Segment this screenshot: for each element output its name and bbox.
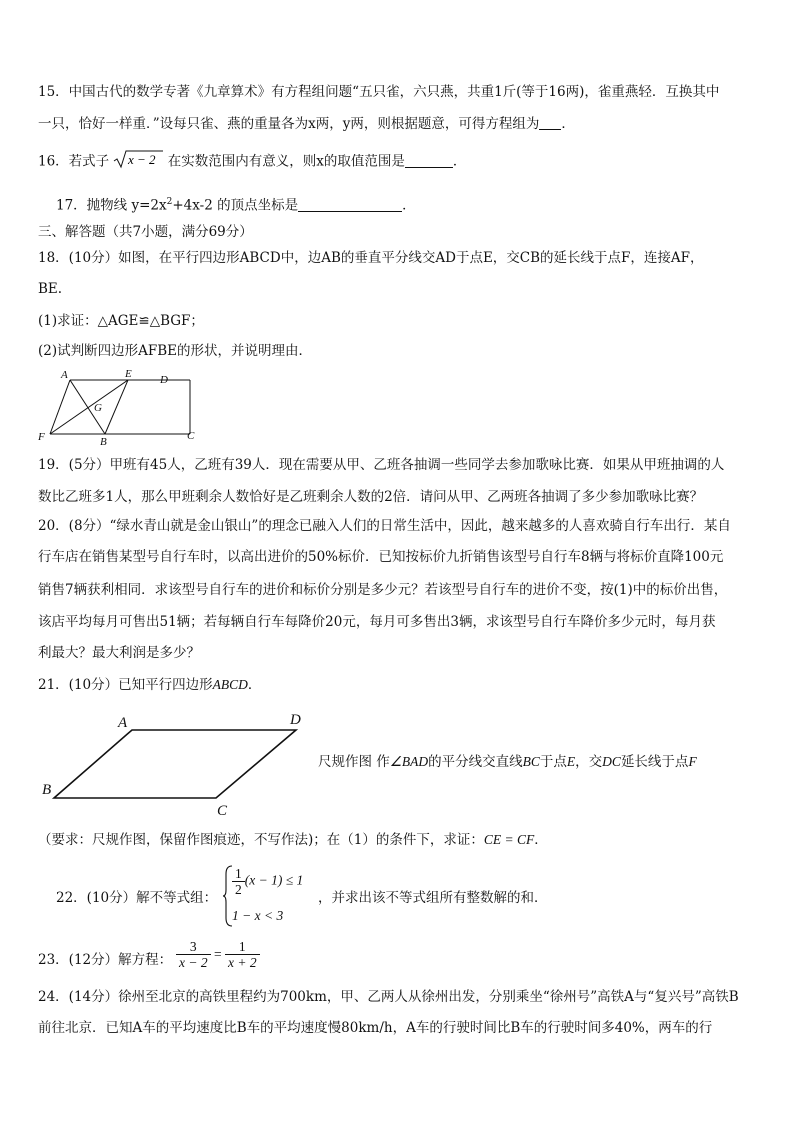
q21-e: E (566, 754, 576, 769)
inequality-2: 1 − x < 3 (232, 908, 284, 923)
q21-line1 (38, 675, 261, 695)
label-A: A (118, 715, 128, 731)
q21-bc: BC (522, 754, 540, 769)
lhs-num: 3 (176, 939, 211, 955)
label-F: F (38, 431, 45, 443)
q21-end: ． (247, 677, 262, 693)
q19-line2: 数比乙班多1人，那么甲班剩余人数恰好是乙班剩余人数的2倍．请问从甲、乙两班各抽调了多少参加歌咏比赛？ (38, 489, 704, 505)
rhs-fraction (225, 939, 260, 970)
lhs-den: x − 2 (179, 955, 208, 970)
q18-line2: BE. (38, 281, 63, 297)
label-B: B (100, 436, 107, 448)
sqrt-icon (113, 149, 163, 169)
label-A: A (61, 369, 68, 381)
label-E: E (125, 368, 132, 380)
q21-text-c: 于点 (539, 754, 567, 770)
q19-line1: 19．(5分）甲班有45人，乙班有39人．现在需要从甲、乙班各抽调一些同学去参加歌咏比赛．如果从甲班抽调的人 (38, 457, 725, 473)
answer-blank (298, 197, 402, 212)
ineq1-rest: (x − 1) ≤ 1 (244, 872, 304, 888)
q21-text-b: 的平分线交直线 (428, 754, 523, 770)
q16 (38, 149, 466, 175)
label-G: G (94, 402, 102, 414)
frac-den: 2 (235, 882, 242, 897)
inequality-1 (232, 866, 303, 897)
q18-part2: (2)试判断四边形AFBE的形状，并说明理由． (38, 343, 313, 359)
q21-prefix: 21．(10分）已知平行四边形 (38, 677, 213, 693)
q22-suffix: ，并求出该不等式组所有整数解的和． (318, 890, 548, 906)
q21-figure (38, 708, 308, 820)
half-fraction (232, 866, 245, 897)
label-D: D (160, 374, 168, 386)
q21-req-text: （要求：尺规作图，保留作图痕迹，不写作法)；在（1）的条件下，求证： (38, 832, 484, 848)
answer-blank (405, 153, 453, 168)
sqrt-expression (113, 149, 163, 175)
q18-figure (30, 366, 210, 448)
q23-equation (176, 939, 260, 970)
q18-line1: 18．(10分）如图，在平行四边形ABCD中，边AB的垂直平分线交AD于点E，交CB的延长线于点F，连接AF， (38, 250, 704, 266)
q22-prefix: 22．(10分）解不等式组： (56, 890, 218, 906)
q21-f: F (688, 754, 697, 769)
q17 (56, 192, 416, 216)
equals-sign: = (213, 946, 222, 962)
sqrt-content: x − 2 (128, 152, 157, 167)
q21-angle: ∠BAD (389, 754, 429, 769)
label-C: C (217, 803, 228, 819)
q24-line2: 前往北京．已知A车的平均速度比B车的平均速度慢80km/h，A车的行驶时间比B车的行驶时间多40%，两车的行 (38, 1020, 713, 1036)
label-D: D (290, 712, 301, 728)
q21-req-eq: CE = CF (483, 832, 535, 847)
q20-line3: 销售7辆获利相同．求该型号自行车的进价和标价分别是多少元？若该型号自行车的进价不变，按(1)中的标价出售， (38, 582, 728, 598)
section-heading: 三、解答题（共7小题，满分69分） (38, 224, 253, 240)
answer-blank (539, 115, 561, 130)
label-C: C (187, 430, 195, 442)
q21-text-d: ，交 (575, 754, 603, 770)
q15-line2-end: ． (561, 116, 575, 132)
q17-sup: 2 (166, 197, 173, 207)
q17-mid: +4x-2 的顶点坐标是 (172, 197, 299, 214)
rhs-den: x + 2 (227, 955, 257, 970)
q23-prefix: 23．(12分）解方程： (38, 952, 173, 968)
lhs-fraction (176, 939, 211, 970)
q18-part1: (1)求证：△AGE≌△BGF； (38, 313, 204, 329)
q21-dc: DC (602, 754, 621, 769)
q20-line2: 行车店在销售某型号自行车时，以高出进价的50%标价．已知按标价九折销售该型号自行车8辆与将标价直降100元 (38, 549, 724, 565)
q24-line1: 24．(14分）徐州至北京的高铁里程约为700km，甲、乙两人从徐州出发，分别乘坐“徐州号”高铁A与“复兴号”高铁B (38, 989, 739, 1005)
q21-requirement (38, 830, 548, 850)
q15-line1: 15．中国古代的数学专著《九章算术》有方程组问题“五只雀，六只燕，共重1斤(等于16两)，雀重燕轻．互换其中 (38, 84, 720, 100)
q21-req-end: ． (534, 832, 548, 848)
q21-text-e: 延长线于点 (620, 754, 689, 770)
q15-line2 (38, 114, 575, 134)
q21-construction (318, 752, 697, 772)
q16-end: ． (452, 153, 467, 170)
q21-text-a: 尺规作图 作 (318, 754, 390, 770)
q16-suffix: 在实数范围内有意义，则x的取值范围是 (167, 153, 405, 170)
q15-line2-text: 一只，恰好一样重．”设每只雀、燕的重量各为x两，y两，则根据题意，可得方程组为 (38, 116, 540, 132)
q17-end: ． (402, 197, 416, 214)
frac-num: 1 (232, 866, 245, 882)
q16-prefix: 16．若式子 (38, 153, 110, 170)
rhs-num: 1 (225, 939, 260, 955)
q20-line5: 利最大？最大利润是多少？ (38, 645, 200, 661)
label-B: B (42, 782, 52, 798)
q17-prefix: 17．抛物线 y=2x (56, 197, 167, 214)
q20-line1: 20．(8分）“绿水青山就是金山银山”的理念已融入人们的日常生活中，因此，越来越多的人喜欢骑自行车出行．某自 (38, 518, 731, 534)
q21-name: ABCD (212, 677, 248, 692)
q20-line4: 该店平均每月可售出51辆；若每辆自行车每降价20元，每月可多售出3辆，求该型号自行车降价多少元时，每月获 (38, 614, 716, 630)
